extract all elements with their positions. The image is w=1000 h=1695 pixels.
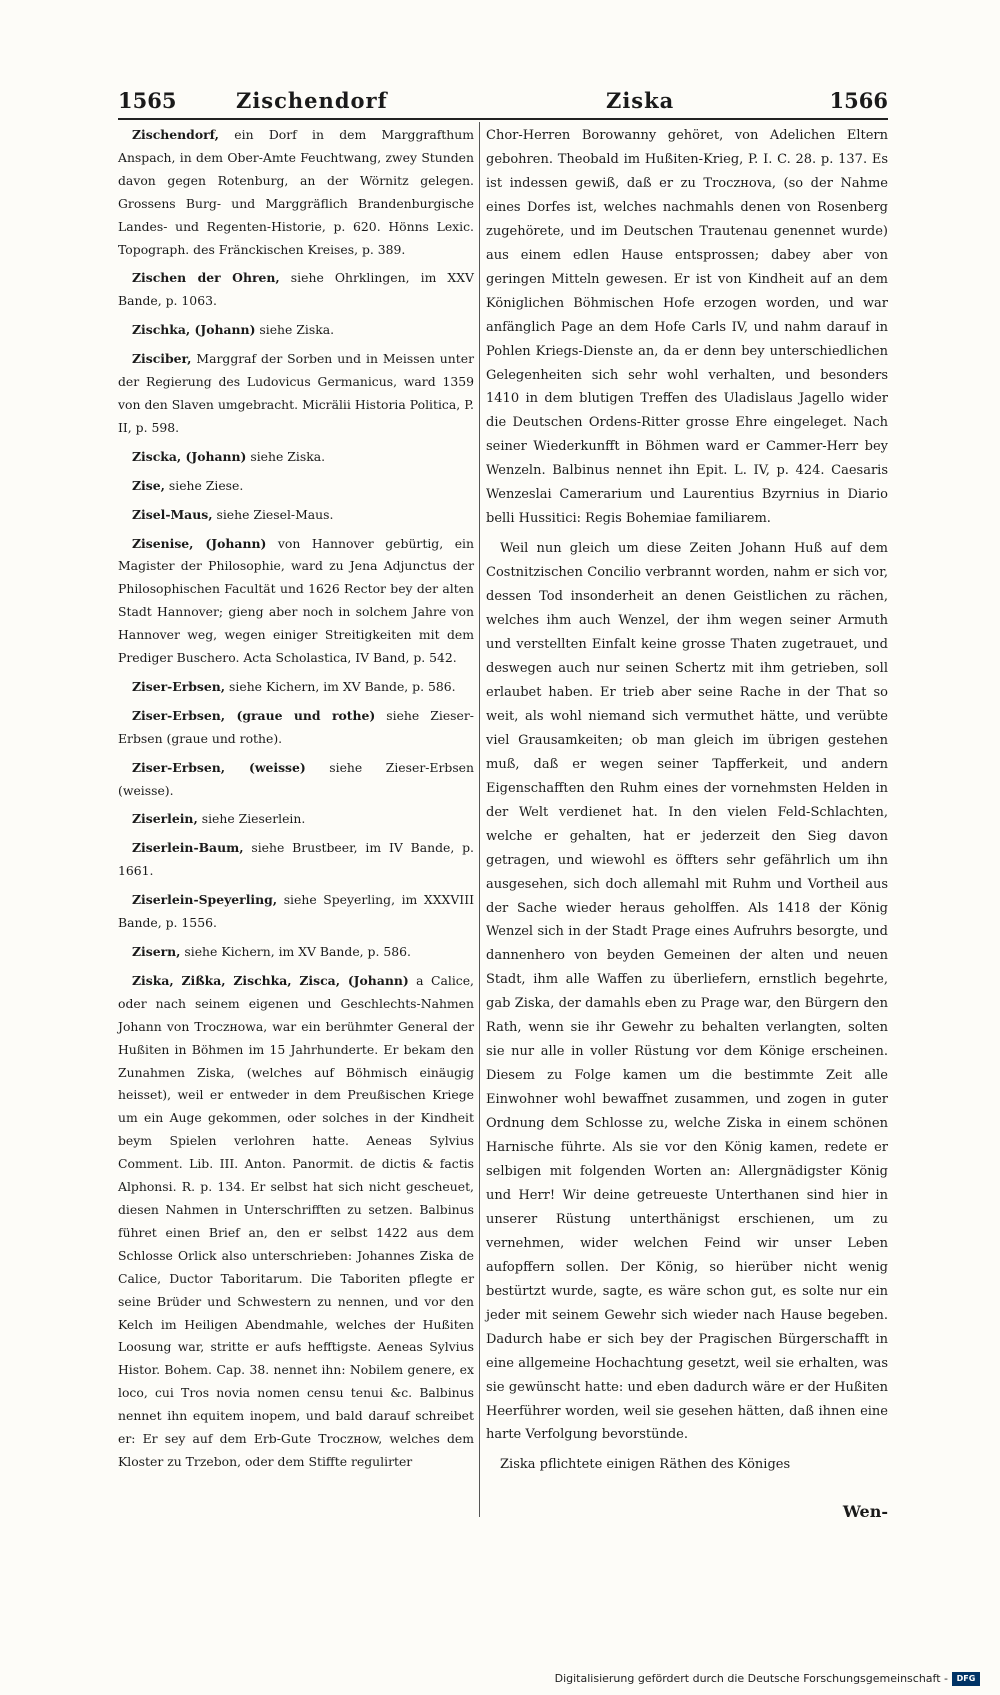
- dictionary-entry: [118, 705, 474, 751]
- entry-lemma: Ziska, Zißka, Zischka, Zisca, (Johann): [132, 972, 409, 988]
- dictionary-entry: [118, 475, 474, 498]
- dfg-logo: DFG: [952, 1672, 980, 1686]
- entry-lemma: Ziser-Erbsen,: [132, 678, 226, 694]
- running-header: [118, 88, 888, 122]
- entry-lemma: Zisern,: [132, 944, 181, 959]
- header-rule: [118, 118, 888, 120]
- catchword: Wen-: [842, 1502, 888, 1521]
- dictionary-entry: [118, 941, 474, 964]
- dictionary-entry: [118, 837, 474, 883]
- dictionary-entry: [118, 808, 474, 831]
- left-column: [118, 124, 474, 1480]
- page-number-right: 1566: [829, 88, 888, 113]
- entry-lemma: Ziserlein-Speyerling,: [132, 892, 278, 908]
- entry-text: siehe Ziesel-Maus.: [212, 506, 334, 522]
- dictionary-entry: [118, 533, 474, 670]
- entry-text: Marggraf der Sorben und in Meissen unter der Regierung des Ludovicus Germanicus, ward 1359 von den Slaven umgebracht. Micrälii Historia Politica, P. II, p. 598.: [118, 351, 474, 435]
- funding-note: Digitalisierung gefördert durch die Deutsche Forschungsgemeinschaft -: [554, 1672, 948, 1685]
- dictionary-entry: [118, 757, 474, 803]
- entry-lemma: Ziser-Erbsen, (weisse): [132, 759, 306, 775]
- entry-paragraph: Chor-Herren Borowanny gehöret, von Adelichen Eltern gebohren. Theobald im Hußiten-Krieg, P. I. C. 28. p. 137. Es ist indessen gewiß, daß er zu Troczнova, (so der Nahme eines Dorfes ist, welches nachmahls denen von Rosenberg zugehörete, und im Deutschen Trautenau genennet wurde) aus einem edlen Hause entsprossen; dabey aber von geringen Mitteln gewesen. Er ist von Kindheit auf an dem Königlichen Böhmischen Hofe erzogen worden, und war anfänglich Page an dem Hofe Carls IV, und nahm darauf in Pohlen Kriegs-Dienste an, da er denn bey unterschiedlichen Gelegenheiten sich sehr wohl verhalten, und besonders 1410 in dem blutigen Treffen des Uladislaus Jagello wider die Deutschen Ordens-Ritter grosse Ehre eingeleget. Nach seiner Wiederkunfft in Böhmen ward er Cammer-Herr bey Wenzeln. Balbinus nennet ihn Epit. L. IV, p. 424. Caesaris Wenzeslai Camerarium und Laurentius Bzyrnius in Diario belli Hussitici: Regis Bohemiae familiarem.: [486, 128, 888, 527]
- entry-lemma: Ziserlein,: [132, 811, 198, 827]
- dictionary-entry: [118, 970, 474, 1474]
- entry-lemma: Ziser-Erbsen, (graue und rothe): [132, 707, 376, 723]
- entry-lemma: Ziscka, (Johann): [132, 448, 247, 464]
- entry-text: siehe Brustbeer, im IV Bande, p. 1661.: [118, 840, 474, 879]
- entry-text: siehe Ziska.: [255, 322, 335, 338]
- dictionary-entry: [118, 676, 474, 699]
- dictionary-entry: [118, 319, 474, 342]
- page-number-left: 1565: [118, 88, 177, 113]
- entry-lemma: Zischen der Ohren,: [132, 270, 280, 286]
- entry-text: siehe Kichern, im XV Bande, p. 586.: [225, 678, 456, 694]
- dictionary-entry: [118, 446, 474, 469]
- entry-lemma: Zise,: [132, 477, 165, 493]
- entry-paragraph: Weil nun gleich um diese Zeiten Johann Huß auf dem Costnitzischen Concilio verbrannt worden, nahm er sich vor, dessen Tod insonderheit an denen Geistlichen zu rächen, welches ihm auch Wenzel, der ihm wegen seiner Armuth und verstellten Einfalt keine grosse Thaten zugetrauet, und deswegen auch nur seinen Schertz mit ihm getrieben, soll erlaubet haben. Er trieb aber seine Rache in der That so weit, als wohl niemand sich vermuthet hätte, und verübte viel Grausamkeiten; ob man gleich im übrigen gestehen muß, daß er wegen seiner Tapfferkeit, und andern Eigenschafften den Ruhm eines der vornehmsten Helden in der Welt verdienet hat. In den vielen Feld-Schlachten, welche er gehalten, hat er jederzeit den Sieg davon getragen, und wiewohl es öffters sehr gefährlich um ihn ausgesehen, sich doch allemahl mit Ruhm und Vortheil aus der Sache wieder heraus geholffen. Als 1418 der König Wenzel sich in der Stadt Prage eines Aufruhrs besorgte, und dannenhero von beyden Gemeinen der alten und neuen Stadt, ihm alle Waffen zu überliefern, ernstlich begehrte, gab Ziska, der damahls eben zu Prage war, den Bürgern den Rath, wenn sie ihr Gewehr zu behalten verlangten, solten sie nur alle in voller Rüstung vor dem Könige erscheinen. Diesem zu Folge kamen um die bestimmte Zeit alle Einwohner wohl bewaffnet zusammen, und zogen in guter Ordnung dem Schlosse zu, welche Ziska in einem schönen Harnische führte. Als sie vor den König kamen, redete er selbigen mit folgenden Worten an: Allergnädigster König und Herr! Wir deine getreueste Unterthanen sind hier in unserer Rüstung unterthänigst erschienen, um zu vernehmen, wider welchen Feind wir unser Leben aufopffern sollen. Der König, so hierüber nicht wenig bestürtzt wurde, sagte, es wäre schon gut, es solte nur ein jeder mit seinem Gewehr sich wieder nach Hause begeben. Dadurch habe er sich bey der Pragischen Bürgerschafft in eine allgemeine Hochachtung gesetzt, weil sie erhalten, was sie gewünscht hatte: und eben dadurch wäre er der Hußiten Heerführer worden, weil sie gesehen hätten, daß ihnen eine harte Verfolgung bevorstünde.: [486, 541, 888, 1443]
- dictionary-entry: [118, 124, 474, 261]
- header-word-left: Zischendorf: [236, 88, 388, 113]
- entry-text: siehe Zieser-Erbsen (graue und rothe).: [118, 707, 474, 746]
- entry-text: siehe Zieserlein.: [197, 811, 306, 827]
- entry-text: von Hannover gebürtig, ein Magister der Philosophie, ward zu Jena Adjunctus der Philosophischen Facultät und 1626 Rector bey der alten Stadt Hannover; gieng aber noch in solchem Jahre von Hannover weg, wegen einiger Streitigkeiten mit dem Prediger Buschero. Acta Scholastica, IV Band, p. 542.: [118, 535, 474, 666]
- dictionary-entry: [118, 348, 474, 440]
- entry-text: siehe Ziska.: [246, 448, 326, 464]
- entry-text: siehe Ziese.: [164, 477, 244, 493]
- header-word-right: Ziska: [606, 88, 675, 113]
- entry-lemma: Ziserlein-Baum,: [132, 840, 244, 856]
- footer: [0, 1672, 1000, 1690]
- entry-lemma: Zisciber,: [132, 351, 192, 367]
- entry-paragraph: Ziska pflichtete einigen Räthen des Königes: [500, 1457, 791, 1473]
- right-column: [486, 124, 888, 1483]
- entry-text: a Calice, oder nach seinem eigenen und Geschlechts-Nahmen Johann von Troczнowa, war ein berühmter General der Hußiten in Böhmen im 15 Jahrhunderte. Er bekam den Zunahmen Ziska, (welches auf Böhmisch einäugig heisset), weil er entweder in dem Preußischen Kriege um ein Auge gekommen, oder solches in der Kindheit beym Spielen verlohren hatte. Aeneas Sylvius Comment. Lib. III. Anton. Panormit. de dictis & factis Alphonsi. R. p. 134. Er selbst hat sich nicht gescheuet, diesen Nahmen in Unterschrifften zu setzen. Balbinus führet einen Brief an, den er selbst 1422 aus dem Schlosse Orlick also unterschrieben: Johannes Ziska de Calice, Ductor Taboritarum. Die Taboriten pflegte er seine Brüder und Schwestern zu nennen, und vor den Kelch im Heiligen Abendmahle, welches der Hußiten Loosung war, stritte er aufs hefftigste. Aeneas Sylvius Histor. Bohem. Cap. 38. nennet ihn: Nobilem genere, ex loco, cui Tros novia nomen censu tenui &c. Balbinus nennet ihn equitem inopem, und bald darauf schreibet er: Er sey auf dem Erb-Gute Troczнow, welches dem Kloster zu Trzebon, oder dem Stiffte regulirter: [118, 972, 474, 1469]
- entry-text: siehe Speyerling, im XXXVIII Bande, p. 1556.: [118, 892, 474, 931]
- entry-lemma: Zischendorf,: [132, 127, 220, 142]
- dictionary-entry: [118, 504, 474, 527]
- entry-lemma: Zisenise, (Johann): [132, 535, 267, 551]
- column-divider: [479, 122, 480, 1517]
- entry-lemma: Zisel-Maus,: [132, 506, 213, 522]
- entry-text: siehe Ohrklingen, im XXV Bande, p. 1063.: [118, 270, 474, 309]
- dictionary-entry: [118, 267, 474, 313]
- entry-lemma: Zischka, (Johann): [132, 322, 256, 338]
- entry-text: ein Dorf in dem Marggrafthum Anspach, in dem Ober-Amte Feuchtwang, zwey Stunden davon gegen Rotenburg, an der Wörnitz gelegen. Grossens Burg- und Marggräflich Brandenburgische Landes- und Regenten-Historie, p. 620. Hönns Lexic. Topograph. des Fränckischen Kreises, p. 389.: [118, 127, 474, 257]
- dictionary-entry: [118, 889, 474, 935]
- entry-text: siehe Zieser-Erbsen (weisse).: [118, 759, 474, 798]
- entry-text: siehe Kichern, im XV Bande, p. 586.: [180, 944, 411, 959]
